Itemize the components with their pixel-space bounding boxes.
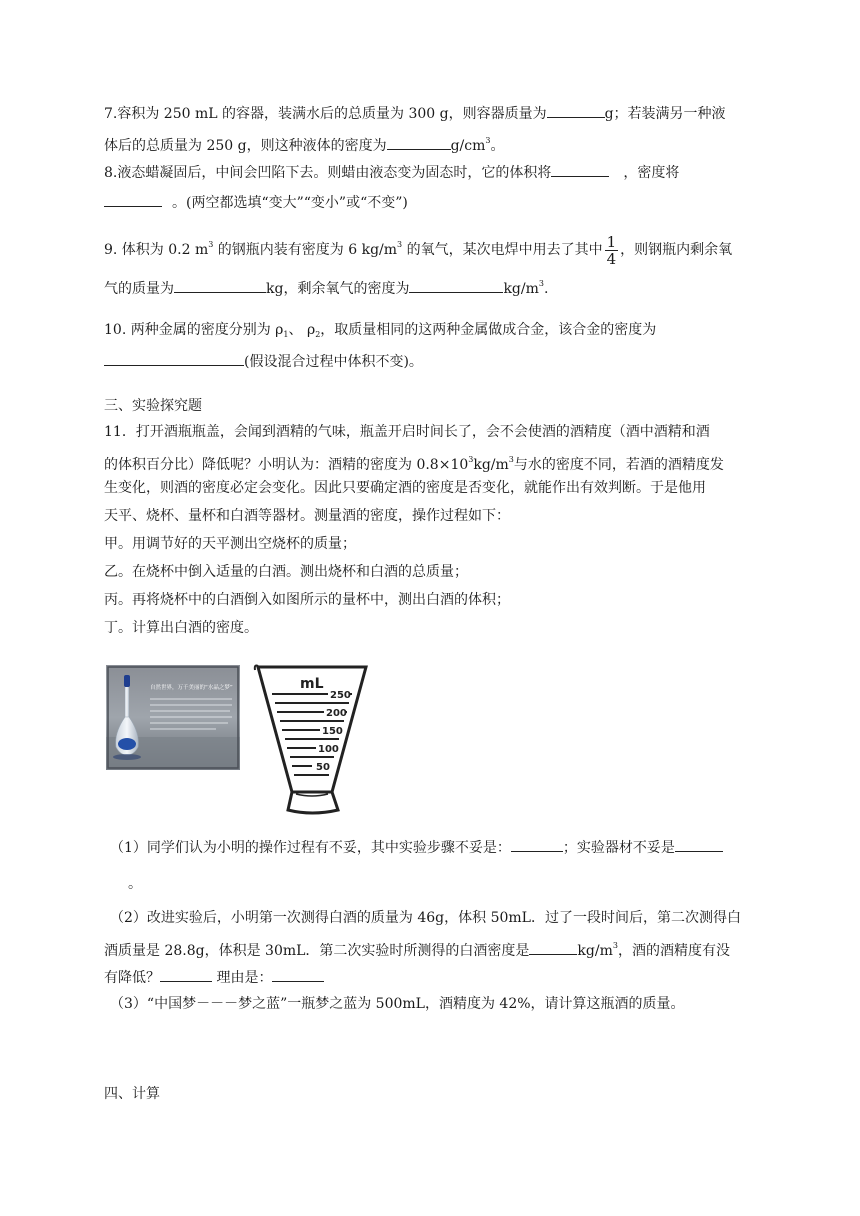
q11-unit: kg/m [473,457,509,473]
q10-blank[interactable] [104,350,244,366]
q9-unit: kg/m [503,281,539,297]
q11-step-2: 乙。在烧杯中倒入适量的白酒。测出烧杯和白酒的总质量； [104,564,468,580]
sub2-text: 有降低？ [104,970,160,986]
q8-text: ，密度将 [623,165,680,181]
q7-text: 。 [490,138,505,154]
q9-text: 气的质量为 [104,281,174,297]
sub2-blank-2[interactable] [160,966,212,982]
q11-step-1: 甲。用调节好的天平测出空烧杯的质量； [104,536,356,552]
q11-text: 与水的密度不同，若酒的酒精度发 [513,457,724,473]
fraction-numerator: 1 [606,232,617,251]
q9-fraction [605,234,619,267]
q9-blank-2[interactable] [409,277,503,293]
sub2-line3 [104,966,324,988]
sub2-exponent: 3 [612,941,618,950]
q9-line1 [104,226,732,269]
q7-blank-1[interactable] [547,102,605,118]
sub2-unit: kg/m [577,943,613,959]
q11-line2 [104,450,724,475]
q9-text: ，则钢瓶内剩余氧 [620,242,733,258]
sub2-blank-3[interactable] [272,966,324,982]
q7-unit-exponent: 3 [485,136,491,145]
q9-text: kg，剩余氧气的密度为 [266,281,410,297]
sub3-line: （3）“中国梦－－－梦之蓝”一瓶梦之蓝为 500mL，酒精度为 42%，请计算这瓶酒的质量。 [110,996,685,1012]
q7-text: 体后的总质量为 250 g，则这种液体的密度为 [104,138,387,154]
section-heading: 三、实验探究题 [104,398,202,414]
q8-blank-1[interactable] [551,161,609,177]
q11-exponent: 3 [468,455,474,464]
q10-subscript: 2 [315,330,321,339]
q8-line1 [104,161,679,183]
cup-mark-250: 250 [330,690,351,701]
q7-blank-2[interactable] [387,134,451,150]
measuring-cup [252,660,372,820]
sub1-blank-1[interactable] [511,836,563,852]
cup-unit-label: mL [300,676,324,692]
sub2-line1: （2）改进实验后，小明第一次测得白酒的质量为 46g，体积 50mL．过了一段时间后，第二次测得白 [110,910,741,926]
cup-mark-100: 100 [318,744,339,755]
q9-blank-1[interactable] [174,277,266,293]
sub1-text: ；实验器材不妥是 [562,840,675,856]
sub2-text: 酒质量是 28.8g，体积是 30mL．第二次实验时所测得的白酒密度是 [104,943,530,959]
q9-exponent: 3 [538,279,544,288]
q10-text: 、 ρ [288,322,316,338]
liquor-bottle-photo [106,665,240,770]
q11-line1: 11．打开酒瓶瓶盖，会闻到酒精的气味，瓶盖开启时间长了，会不会使酒的酒精度（酒中酒精和酒 [104,424,710,440]
q7-text: g；若装满另一种液 [604,106,726,122]
sub1-line2: 。 [128,876,142,892]
q9-text: 的氧气，某次电焊中用去了其中 [402,242,603,258]
q11-step-4: 丁。计算出白酒的密度。 [104,620,258,636]
q8-blank-2[interactable] [104,191,162,207]
q9-text: . [543,281,549,297]
q10-line2 [104,350,423,372]
q10-text: (假设混合过程中体积不变)。 [244,354,423,370]
q10-line1 [104,320,656,345]
q9-text: 9. 体积为 0.2 m [104,242,209,258]
sub1-blank-2[interactable] [675,836,723,852]
sub2-text: 理由是： [212,970,273,986]
section-heading: 四、计算 [104,1086,160,1102]
q10-text: ，取质量相同的这两种金属做成合金，该合金的密度为 [320,322,657,338]
cup-mark-150: 150 [322,726,343,737]
fraction-denominator: 4 [606,249,617,268]
sub1-text: （1）同学们认为小明的操作过程有不妥，其中实验步骤不妥是： [110,840,511,856]
q11-exponent: 3 [508,455,514,464]
q9-line2 [104,274,548,299]
q11-text: 的体积百分比）降低呢？小明认为：酒精的密度为 0.8×10 [104,457,469,473]
q7-line2 [104,131,504,156]
q9-exponent: 3 [208,240,214,249]
q8-text: 。(两空都选填“变大”“变小”或“不变”) [172,195,408,211]
photo-title: 自然世界，万千美丽的“水晶之梦” [150,685,233,691]
q11-line3: 生变化，则酒的密度必定会变化。因此只要确定酒的密度是否变化，就能作出有效判断。于是他用 [104,480,706,496]
q11-step-3: 丙。再将烧杯中的白酒倒入如图所示的量杯中，测出白酒的体积； [104,592,510,608]
q10-subscript: 1 [283,330,289,339]
sub2-line2 [104,936,730,961]
q9-exponent: 3 [397,240,403,249]
cup-mark-50: 50 [316,762,330,773]
q8-line2 [104,191,408,213]
sub1-line1 [110,836,723,858]
q11-line4: 天平、烧杯、量杯和白酒等器材。测量酒的密度，操作过程如下： [104,508,510,524]
q9-text: 的钢瓶内装有密度为 6 kg/m [213,242,398,258]
q8-text: 8.液态蜡凝固后，中间会凹陷下去。则蜡由液态变为固态时，它的体积将 [104,165,552,181]
q7-text: 7.容积为 250 mL 的容器，装满水后的总质量为 300 g，则容器质量为 [104,106,547,122]
q7-unit: g/cm [450,138,486,154]
sub2-text: ，酒的酒精度有没 [617,943,730,959]
sub2-blank-1[interactable] [529,939,577,955]
q10-text: 10. 两种金属的密度分别为 ρ [104,322,284,338]
q7-line1 [104,102,726,124]
cup-mark-200: 200 [326,708,347,719]
